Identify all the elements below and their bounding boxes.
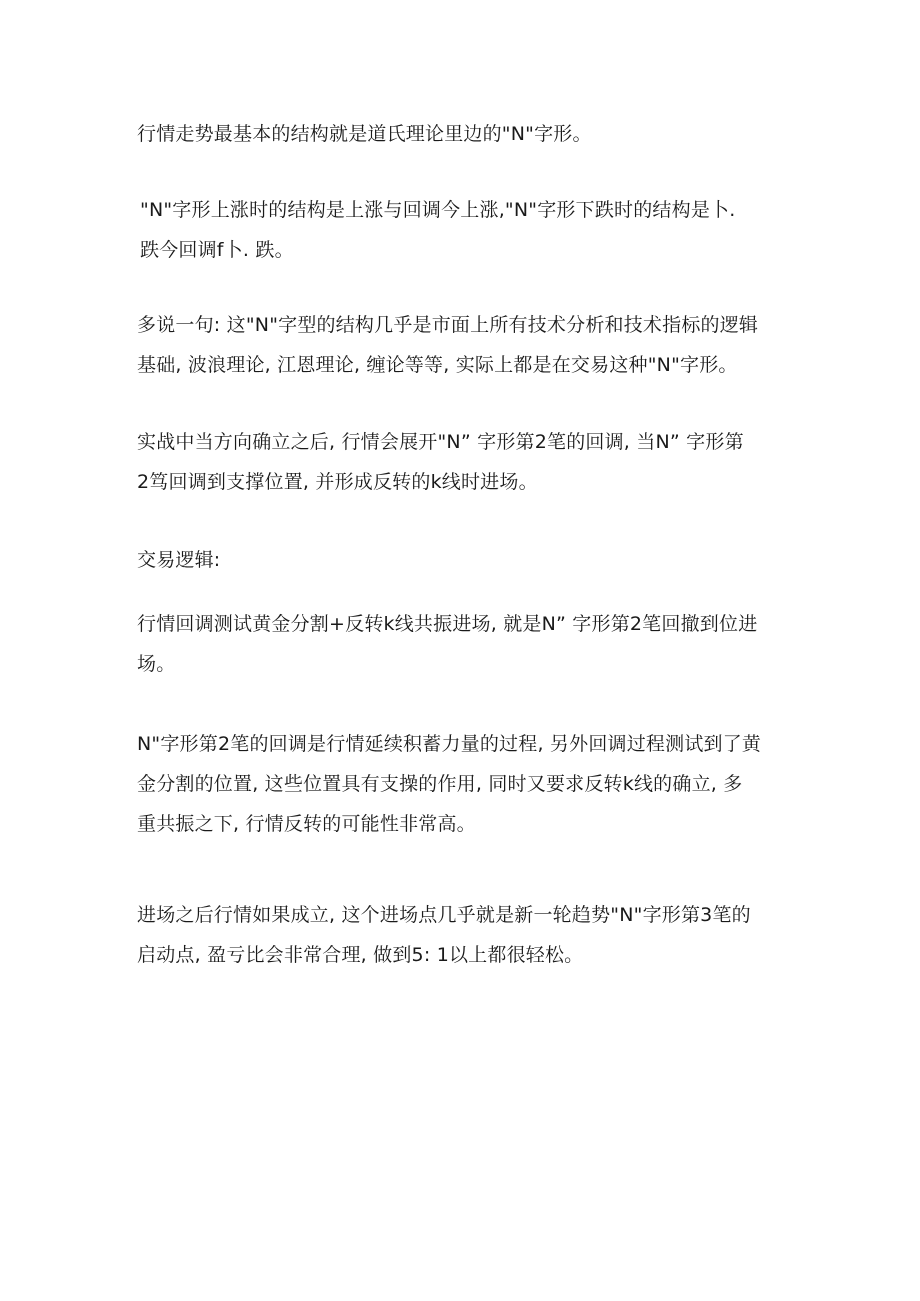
text-line: 进场之后行情如果成立, 这个进场点几乎就是新一轮趋势"N"字形第3笔的 xyxy=(137,904,751,926)
text-line: 行情走势最基本的结构就是道氏理论里边的"N"字形。 xyxy=(137,123,592,145)
paragraph-trading-logic-heading xyxy=(137,540,787,580)
text-line: 交易逻辑: xyxy=(137,549,221,571)
text-line: 启动点, 盈亏比会非常合理, 做到5: 1以上都很轻松。 xyxy=(137,944,584,966)
text-line: 场。 xyxy=(137,653,176,675)
text-line: 基础, 波浪理论, 江恩理论, 缠论等等, 实际上都是在交易这种"N"字形。 xyxy=(137,354,738,376)
paragraph-risk-reward xyxy=(137,895,787,975)
paragraph-n-structure-intro xyxy=(137,114,787,154)
text-line: 2笃回调到支撑位置, 并形成反转的k线时进场。 xyxy=(137,471,538,493)
text-line: 金分割的位置, 这些位置具有支操的作用, 同时又要求反转k线的确立, 多 xyxy=(137,773,743,795)
text-line: 多说一句: 这"N"字型的结构几乎是市面上所有技术分析和技术指标的逻辑 xyxy=(137,314,759,336)
text-line: 跌今回调f卜. 跌。 xyxy=(140,239,294,261)
text-line: 重共振之下, 行情反转的可能性非常高。 xyxy=(137,813,476,835)
paragraph-technical-basis xyxy=(137,305,787,385)
text-line: 行情回调测试黄金分割+反转k线共振进场, 就是N” 字形第2笔回撤到位进 xyxy=(137,613,758,635)
paragraph-entry-practice xyxy=(137,422,787,502)
text-line: "N"字形上涨时的结构是上涨与回调今上涨,"N"字形下跌时的结构是卜. xyxy=(140,199,736,221)
paragraph-fibonacci-resonance xyxy=(137,604,787,684)
text-line: N"字形第2笔的回调是行情延续积蓄力量的过程, 另外回调过程测试到了黄 xyxy=(137,733,762,755)
paragraph-second-leg-explanation xyxy=(137,724,787,844)
text-line: 实战中当方向确立之后, 行情会展开"N” 字形第2笔的回调, 当N” 字形第 xyxy=(137,431,744,453)
paragraph-n-up-down-structure xyxy=(140,190,790,270)
